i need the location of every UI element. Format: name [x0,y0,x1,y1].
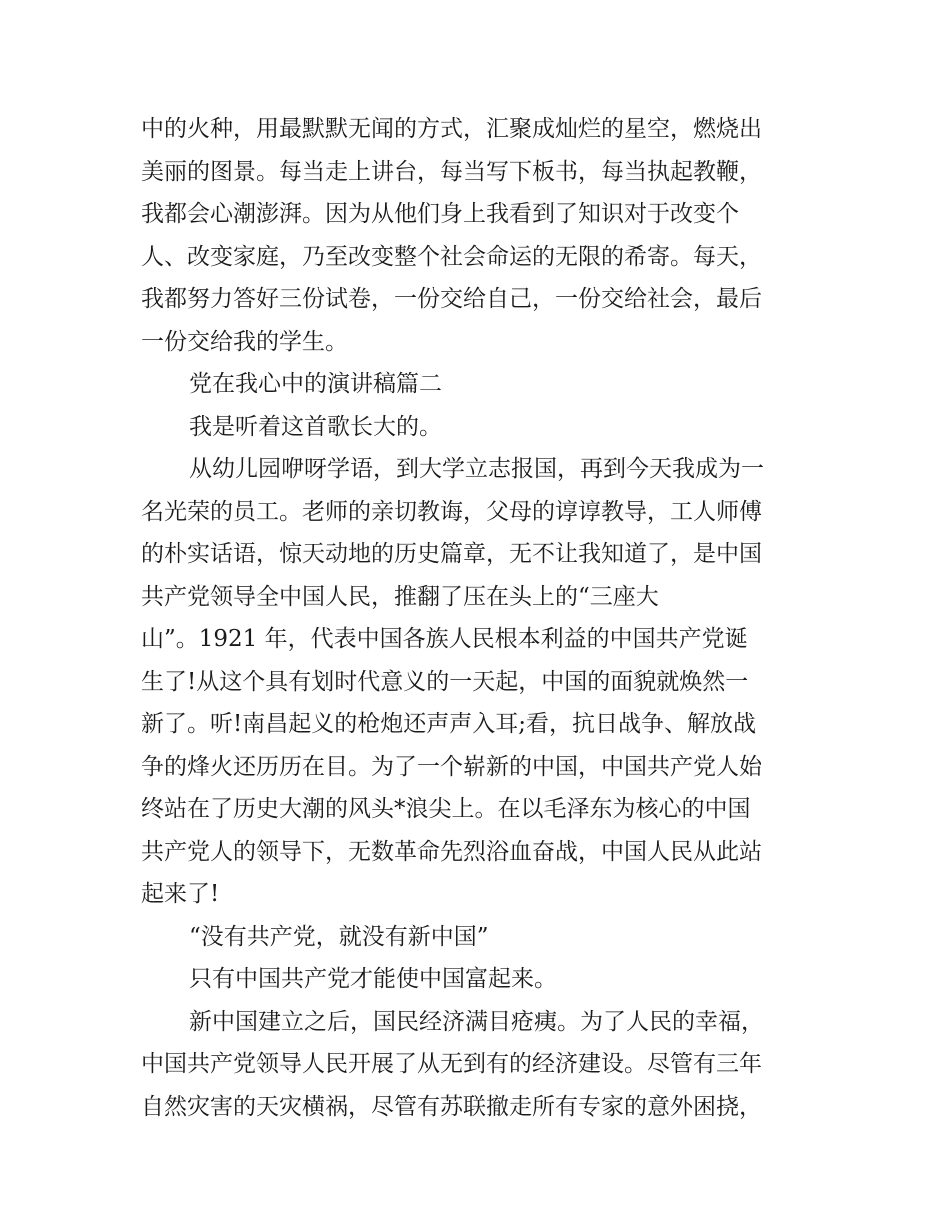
text-line-16: 争的烽火还历历在目。为了一个崭新的中国，中国共产党人始 [141,753,762,780]
text-line-13: 山”。1921 年，代表中国各族人民根本利益的中国共产党诞 [141,626,748,652]
text-line-6: 一份交给我的学生。 [141,328,348,355]
text-line-2: 美丽的图景。每当走上讲台，每当写下板书，每当执起教鞭， [141,158,762,185]
text-line-15: 新了。听!南昌起义的枪炮还声声入耳;看，抗日战争、解放战 [141,711,756,737]
text-line-14: 生了!从这个具有划时代意义的一天起，中国的面貌就焕然一 [141,668,749,695]
text-line-17: 终站在了历史大潮的风头*浪尖上。在以毛泽东为核心的中国 [141,796,751,822]
document-page [141,108,813,1128]
text-line-8: 我是听着这首歌长大的。 [189,413,442,440]
text-line-21: 只有中国共产党才能使中国富起来。 [189,966,557,992]
text-line-11: 的朴实话语，惊天动地的历史篇章，无不让我知道了，是中国 [141,541,762,567]
text-line-9: 从幼儿园咿呀学语，到大学立志报国，再到今天我成为一 [189,456,764,482]
text-line-10: 名光荣的员工。老师的亲切教诲，父母的谆谆教导，工人师傅 [141,498,762,525]
text-line-4: 人、改变家庭，乃至改变整个社会命运的无限的希寄。每天， [141,243,762,270]
text-line-22: 新中国建立之后，国民经济满目疮痍。为了人民的幸福， [189,1008,764,1035]
section-heading: 党在我心中的演讲稿篇二 [189,371,442,397]
text-line-1: 中的火种，用最默默无闻的方式，汇聚成灿烂的星空，燃烧出 [141,116,762,142]
text-line-18: 共产党人的领导下，无数革命先烈浴血奋战，中国人民从此站 [141,838,762,865]
text-line-5: 我都努力答好三份试卷，一份交给自己，一份交给社会，最后 [141,286,762,312]
text-line-3: 我都会心潮澎湃。因为从他们身上我看到了知识对于改变个 [141,201,739,227]
quote-line: “没有共产党，就没有新中国” [189,923,489,950]
text-line-19: 起来了! [141,881,220,907]
text-line-23: 中国共产党领导人民开展了从无到有的经济建设。尽管有三年 [141,1051,762,1077]
text-line-24: 自然灾害的天灾横祸，尽管有苏联撤走所有专家的意外困挠， [141,1093,762,1120]
text-line-12: 共产党领导全中国人民，推翻了压在头上的“三座大 [141,583,659,610]
